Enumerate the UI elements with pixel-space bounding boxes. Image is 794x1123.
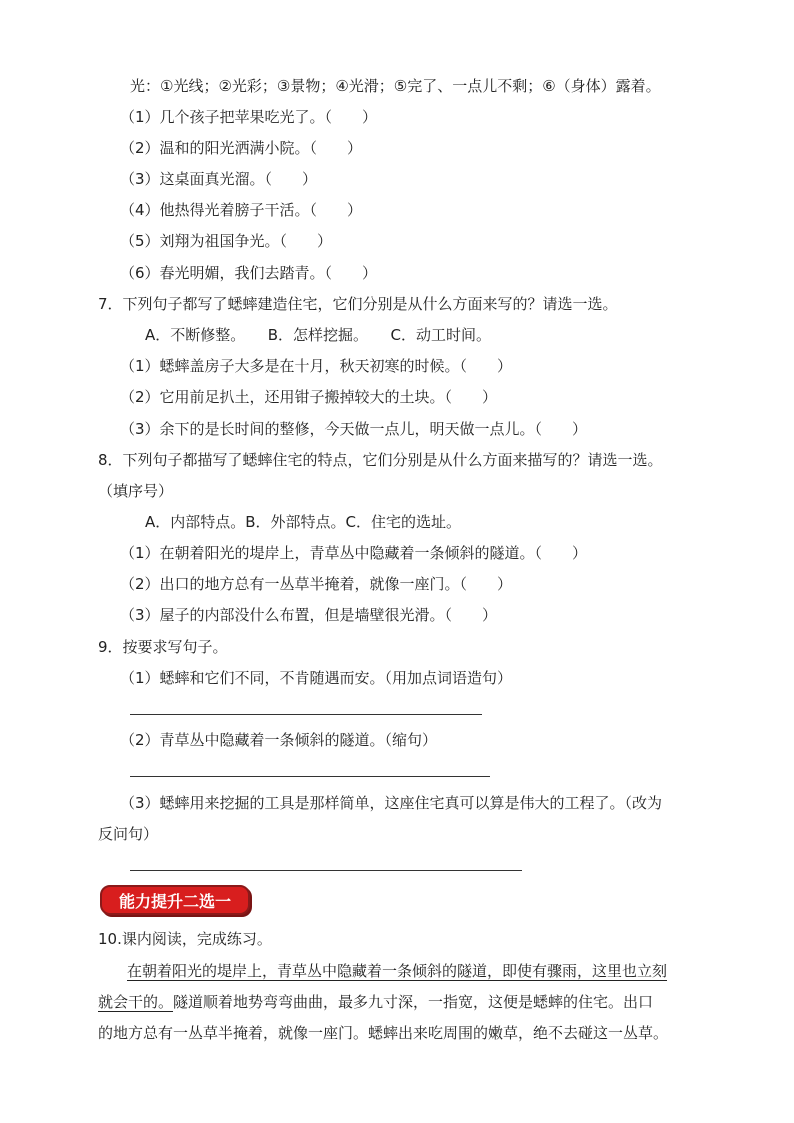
q9-item-3-line2: 反问句） xyxy=(98,825,159,843)
q7-item-3: （3）余下的是长时间的整修，今天做一点儿，明天做一点儿。（ ） xyxy=(120,420,588,438)
q9-stem: 9．按要求写句子。 xyxy=(98,638,228,656)
section-badge: 能力提升二选一 xyxy=(100,885,250,915)
passage-line-1: 在朝着阳光的堤岸上，青草丛中隐藏着一条倾斜的隧道，即使有骤雨，这里也立刻 xyxy=(127,962,668,980)
answer-line-3 xyxy=(130,870,522,871)
q8-item-1: （1）在朝着阳光的堤岸上，青草丛中隐藏着一条倾斜的隧道。（ ） xyxy=(120,544,588,562)
answer-line-1 xyxy=(130,714,482,715)
q6-item-1: （1）几个孩子把苹果吃光了。（ ） xyxy=(120,108,378,126)
answer-line-2 xyxy=(130,776,490,777)
q6-item-5: （5）刘翔为祖国争光。（ ） xyxy=(120,232,333,250)
q8-item-2: （2）出口的地方总有一丛草半掩着，就像一座门。（ ） xyxy=(120,575,513,593)
q9-item-2: （2）青草丛中隐藏着一条倾斜的隧道。（缩句） xyxy=(120,731,438,749)
q8-stem: 8．下列句子都描写了蟋蟀住宅的特点，它们分别是从什么方面来描写的？请选一选。 xyxy=(98,451,663,469)
q6-item-3: （3）这桌面真光溜。（ ） xyxy=(120,170,318,188)
passage-underlined-fragment: 就会干的。 xyxy=(98,993,174,1011)
passage-line-2 xyxy=(98,991,653,1013)
q9-item-3-line1: （3）蟋蟀用来挖掘的工具是那样简单，这座住宅真可以算是伟大的工程了。（改为 xyxy=(120,794,663,812)
light-meanings-options: 光：①光线；②光彩；③景物；④光滑；⑤完了、一点儿不剩；⑥（身体）露着。 xyxy=(130,77,661,95)
q7-item-1: （1）蟋蟀盖房子大多是在十月，秋天初寒的时候。（ ） xyxy=(120,357,513,375)
q10-stem: 10.课内阅读，完成练习。 xyxy=(98,930,272,948)
q8-stem-continued: （填序号） xyxy=(98,482,174,500)
q8-options: A．内部特点。B．外部特点。C．住宅的选址。 xyxy=(145,513,462,531)
q6-item-2: （2）温和的阳光洒满小院。（ ） xyxy=(120,139,363,157)
q7-stem: 7．下列句子都写了蟋蟀建造住宅，它们分别是从什么方面来写的？请选一选。 xyxy=(98,295,618,313)
q7-options: A．不断修整。 B．怎样挖掘。 C．动工时间。 xyxy=(145,326,492,344)
q6-item-6: （6）春光明媚，我们去踏青。（ ） xyxy=(120,264,378,282)
q7-item-2: （2）它用前足扒土，还用钳子搬掉较大的土块。（ ） xyxy=(120,388,498,406)
passage-line-2-rest: 隧道顺着地势弯弯曲曲，最多九寸深，一指宽，这便是蟋蟀的住宅。出口 xyxy=(173,993,654,1011)
q6-item-4: （4）他热得光着膀子干活。（ ） xyxy=(120,201,363,219)
q9-item-1: （1）蟋蟀和它们不同，不肯随遇而安。（用加点词语造句） xyxy=(120,669,513,687)
passage-line-3: 的地方总有一丛草半掩着，就像一座门。蟋蟀出来吃周围的嫩草，绝不去碰这一丛草。 xyxy=(98,1024,669,1042)
q8-item-3: （3）屋子的内部没什么布置，但是墙壁很光滑。（ ） xyxy=(120,606,498,624)
